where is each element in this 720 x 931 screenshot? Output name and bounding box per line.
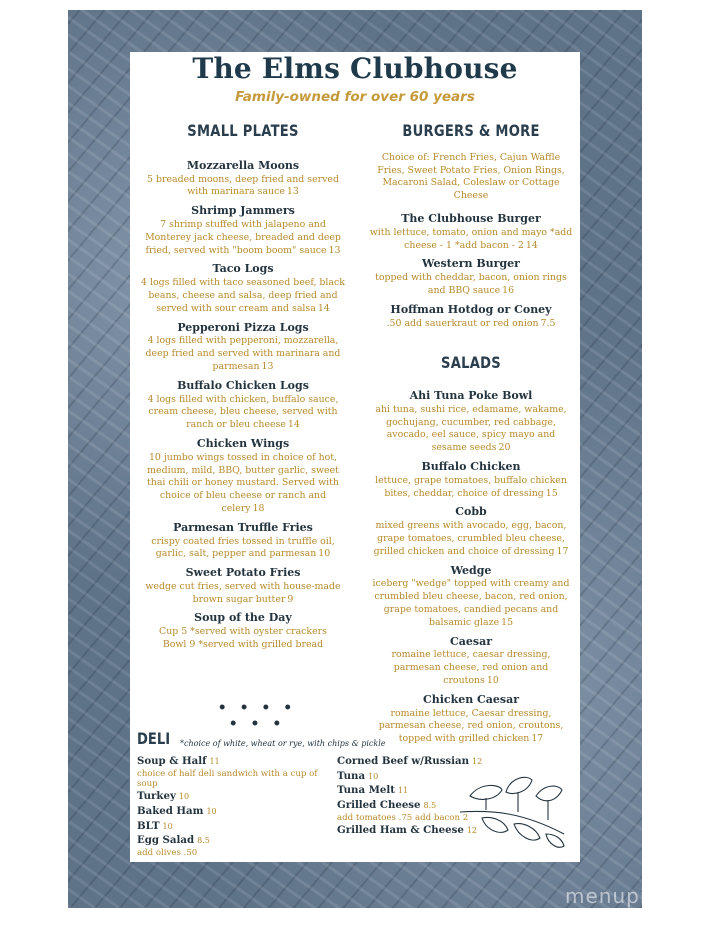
deli-item	[137, 790, 337, 804]
menu-item	[138, 204, 348, 257]
menu-item	[368, 303, 574, 331]
deli-item-name: Grilled Ham & Cheese	[337, 824, 464, 837]
item-name: Buffalo Chicken Logs	[177, 378, 309, 392]
item-desc: crispy coated fries tossed in truffle oil, garlic, salt, pepper and parmesan	[151, 535, 335, 560]
deli-item-name: Grilled Cheese	[337, 799, 421, 812]
deli-item-price: 10	[368, 771, 379, 781]
small-plates-heading: SMALL PLATES	[187, 121, 299, 140]
item-price: 14	[287, 419, 300, 431]
deli-item-name: Baked Ham	[137, 805, 204, 817]
salads-heading: SALADS	[441, 353, 501, 373]
item-price: 17	[556, 545, 569, 557]
item-price: 13	[261, 360, 274, 372]
item-price: 16	[502, 284, 515, 296]
deli-heading: DELI	[137, 729, 171, 748]
burgers-heading: BURGERS & MORE	[402, 121, 540, 140]
deli-item-price: 8.5	[197, 836, 210, 846]
item-name: Chicken Caesar	[422, 692, 520, 706]
deli-item-name: Tuna Melt	[337, 784, 395, 797]
deli-item	[137, 805, 337, 819]
deli-item-name: BLT	[137, 819, 160, 832]
deli-item-name: Egg Salad	[137, 834, 195, 847]
item-name: Western Burger	[422, 257, 520, 271]
item-name: Buffalo Chicken	[421, 460, 521, 474]
menu-item	[368, 564, 574, 630]
item-desc: .50 add sauerkraut or red onion	[386, 317, 539, 329]
item-name: Sweet Potato Fries	[185, 566, 301, 580]
item-name: Wedge	[450, 563, 492, 577]
item-name: Hoffman Hotdog or Coney	[390, 302, 552, 316]
item-name: Ahi Tuna Poke Bowl	[409, 389, 533, 403]
item-name: Pepperoni Pizza Logs	[177, 320, 309, 334]
deli-note: *choice of white, wheat or rye, with chips & pickle	[180, 739, 386, 748]
item-desc: mixed greens with avocado, egg, bacon, grape tomatoes, crumbled bleu cheese, grilled chicken and choice of dressing	[373, 520, 567, 557]
deli-item-sub: add tomatoes .75 add bacon 2	[337, 812, 469, 823]
deli-item	[137, 755, 337, 789]
menu-item	[138, 321, 348, 374]
item-desc: 4 logs filled with pepperoni, mozzarella, deep fried and served with marinara and parmesan	[145, 335, 341, 372]
burgers-salads-column	[368, 120, 574, 746]
item-desc: Cup 5 *served with oyster crackers Bowl 9 *served with grilled bread	[159, 626, 327, 651]
item-name: Parmesan Truffle Fries	[173, 520, 313, 534]
deli-item-price: 8.5	[423, 801, 437, 811]
item-name: Caesar	[450, 634, 492, 648]
item-desc: iceberg "wedge" topped with creamy and crumbled bleu cheese, bacon, red onion, grape tomatoes, candied pecans and balsamic glaze	[372, 578, 570, 628]
item-desc: 7 shrimp stuffed with jalapeno and Monterey jack cheese, breaded and deep fried, served with "boom boom" sauce	[145, 219, 341, 256]
item-name: Cobb	[455, 505, 487, 519]
item-name: Chicken Wings	[196, 436, 290, 450]
item-name: The Clubhouse Burger	[401, 211, 541, 225]
item-desc: with lettuce, tomato, onion and mayo *add cheese - 1 *add bacon - 2	[369, 226, 573, 251]
item-price: 10	[318, 548, 331, 560]
deli-item-price: 10	[178, 792, 190, 802]
item-name: Taco Logs	[212, 262, 274, 276]
item-price: 18	[252, 502, 265, 514]
item-desc: romaine lettuce, Caesar dressing, parmesan cheese, red onion, croutons, topped with grilled chicken	[378, 707, 564, 745]
deli-item-name: Soup & Half	[137, 755, 207, 767]
menu-item	[138, 159, 348, 199]
item-desc: wedge cut fries, served with house-made brown sugar butter	[145, 580, 341, 605]
deli-left-list	[137, 755, 337, 859]
leaf-branch-icon	[452, 772, 570, 852]
item-desc: 4 logs filled with chicken, buffalo sauce, cream cheese, bleu cheese, served with ranch or bleu cheese	[147, 393, 339, 431]
deli-item	[137, 834, 337, 858]
tagline: Family-owned for over 60 years	[235, 89, 475, 105]
deli-item-price: 10	[162, 821, 173, 831]
menu-item	[138, 262, 348, 315]
item-price: 15	[501, 616, 514, 628]
menu-item	[138, 521, 348, 561]
item-price: 9	[287, 593, 294, 605]
item-price: 10	[486, 675, 499, 686]
menu-item	[138, 437, 348, 516]
item-price: 7.5	[540, 317, 556, 329]
item-price: 17	[531, 733, 544, 745]
menu-item	[368, 257, 574, 297]
item-desc: romaine lettuce, caesar dressing, parmesan cheese, red onion and croutons	[391, 649, 551, 686]
menu-item	[368, 693, 574, 746]
item-price: 20	[498, 442, 511, 454]
menupix-watermark: menupix	[565, 884, 660, 908]
item-desc: 5 breaded moons, deep fried and served with marinara sauce	[147, 173, 339, 198]
menu-item	[138, 566, 348, 606]
item-price: 13	[328, 244, 341, 256]
menu-item	[368, 212, 574, 252]
item-desc: topped with cheddar, bacon, onion rings and BBQ sauce	[375, 272, 567, 296]
menu-item	[368, 389, 574, 455]
deli-item-price: 12	[466, 826, 478, 836]
burgers-intro: Choice of: French Fries, Cajun Waffle Fries, Sweet Potato Fries, Onion Rings, Macaroni Salad, Coleslaw or Cottage Cheese	[377, 151, 565, 202]
deli-item-sub: choice of half deli sandwich with a cup of soup	[137, 768, 318, 789]
item-price: 15	[545, 487, 558, 499]
restaurant-title: The Elms Clubhouse	[192, 52, 518, 85]
item-desc: 4 logs filled with taco seasoned beef, black beans, cheese and salsa, deep fried and served with sour cream and salsa	[141, 277, 345, 314]
item-name: Mozzarella Moons	[186, 158, 300, 172]
deli-item-price: 11	[397, 786, 409, 796]
small-plates-column	[138, 120, 348, 652]
menu-item	[368, 635, 574, 688]
item-price: 14	[317, 302, 330, 314]
item-price: 13	[286, 186, 299, 198]
item-price: 14	[525, 239, 538, 251]
menu-item	[368, 460, 574, 500]
item-name: Soup of the Day	[194, 611, 292, 625]
item-desc: lettuce, grape tomatoes, buffalo chicken bites, cheddar, choice of dressing	[375, 474, 567, 499]
item-desc: 10 jumbo wings tossed in choice of hot, medium, mild, BBQ, butter garlic, sweet thai chili or honey mustard. Served with choice of bleu cheese or ranch and celery	[147, 451, 339, 514]
item-desc: ahi tuna, sushi rice, edamame, wakame, gochujang, cucumber, red cabbage, avocado, eel sauce, spicy mayo and sesame seeds	[375, 403, 567, 454]
deli-item-price: 10	[206, 807, 217, 816]
deli-item-name: Turkey	[137, 790, 176, 803]
deli-item-price: 12	[472, 757, 483, 766]
deli-item	[337, 755, 487, 769]
menu-item	[138, 379, 348, 432]
deli-item-sub: add olives .50	[137, 848, 198, 859]
section-divider-dots: • • • • • • •	[217, 700, 297, 732]
deli-item-name: Corned Beef w/Russian	[337, 755, 470, 767]
menu-item	[138, 611, 348, 651]
menu-item	[368, 505, 574, 558]
deli-item	[137, 820, 337, 834]
deli-item-name: Tuna	[337, 769, 366, 782]
item-name: Shrimp Jammers	[191, 204, 295, 218]
deli-item-price: 11	[209, 757, 220, 766]
